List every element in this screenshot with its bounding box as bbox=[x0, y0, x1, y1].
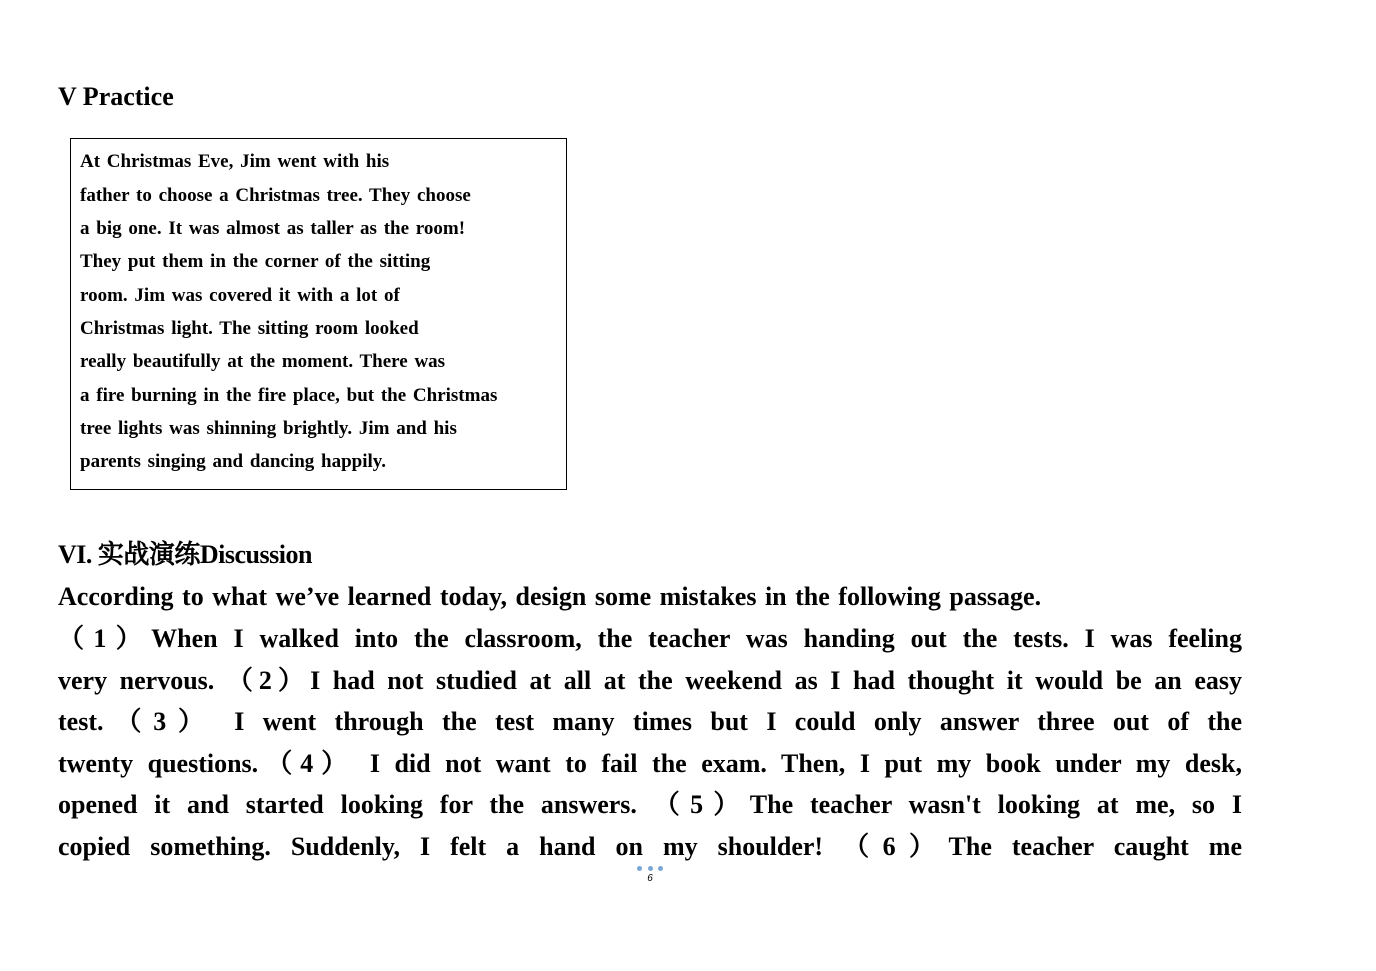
practice-line: a big one. It was almost as taller as the room! bbox=[80, 218, 466, 239]
practice-line: room. Jim was covered it with a lot of bbox=[80, 285, 400, 306]
practice-line: a fire burning in the fire place, but the Christmas bbox=[80, 385, 498, 406]
discussion-passage-line: copied something. Suddenly, I felt a hand on my shoulder! （6）The teacher caught me bbox=[58, 832, 1242, 861]
discussion-passage-line: opened it and started looking for the answers. （5）The teacher wasn't looking at me, so I bbox=[58, 790, 1242, 819]
discussion-passage-line: very nervous. （2）I had not studied at all at the weekend as I had thought it would be an easy bbox=[58, 666, 1242, 695]
discussion-passage-line: （1）When I walked into the classroom, the teacher was handing out the tests. I was feeling bbox=[58, 624, 1242, 653]
practice-line: They put them in the corner of the sitting bbox=[80, 251, 431, 272]
practice-text-box bbox=[70, 138, 567, 490]
discussion-instructions: According to what we’ve learned today, design some mistakes in the following passage. bbox=[58, 582, 1042, 611]
practice-line: parents singing and dancing happily. bbox=[80, 451, 386, 472]
dot-icon bbox=[637, 866, 642, 871]
practice-line: Christmas light. The sitting room looked bbox=[80, 318, 419, 339]
discussion-passage-line: test.（3） I went through the test many times but I could only answer three out of the bbox=[58, 707, 1242, 736]
discussion-passage-line: twenty questions.（4） I did not want to fail the exam. Then, I put my book under my desk, bbox=[58, 749, 1242, 778]
practice-line: At Christmas Eve, Jim went with his bbox=[80, 151, 390, 172]
practice-line: really beautifully at the moment. There was bbox=[80, 351, 446, 372]
practice-line: tree lights was shinning brightly. Jim and his bbox=[80, 418, 457, 439]
page-number: 6 bbox=[647, 873, 653, 884]
dot-icon bbox=[658, 866, 663, 871]
dot-icon bbox=[648, 866, 653, 871]
practice-title: V Practice bbox=[58, 82, 174, 111]
practice-line: father to choose a Christmas tree. They choose bbox=[80, 185, 471, 206]
discussion-title: VI. 实战演练Discussion bbox=[58, 540, 312, 569]
